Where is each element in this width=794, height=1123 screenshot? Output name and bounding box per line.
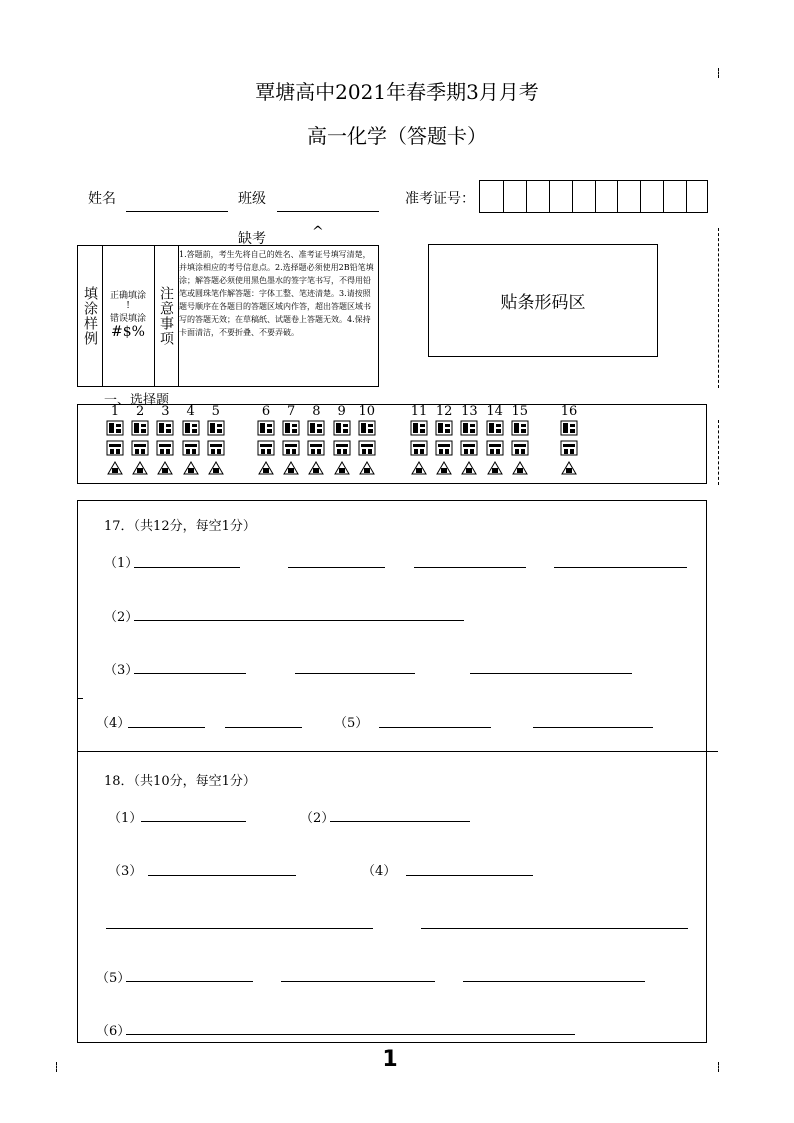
q17-part1-label: （1） <box>104 556 139 571</box>
q17-blank[interactable] <box>134 567 240 568</box>
choice-bubble[interactable] <box>307 460 325 476</box>
choice-bubble[interactable] <box>156 440 174 456</box>
name-field[interactable] <box>126 211 228 212</box>
q17-blank[interactable] <box>134 620 464 621</box>
q18-blank[interactable] <box>406 875 533 876</box>
choice-bubble[interactable] <box>106 460 124 476</box>
choice-number: 1 <box>110 404 120 419</box>
instructions-box <box>77 245 379 387</box>
choice-box <box>77 404 707 484</box>
q18-box <box>77 751 707 1043</box>
exam-no-cell[interactable] <box>503 181 504 213</box>
q17-blank[interactable] <box>554 567 687 568</box>
exam-no-cell[interactable] <box>595 181 596 213</box>
q18-part5-label: （5） <box>96 971 131 986</box>
choice-bubble[interactable] <box>131 420 149 436</box>
choice-bubble[interactable] <box>307 420 325 436</box>
exam-no-cell[interactable] <box>663 181 664 213</box>
choice-number: 3 <box>161 404 170 419</box>
choice-bubble[interactable] <box>282 460 300 476</box>
q17-box <box>77 500 707 752</box>
choice-bubble[interactable] <box>435 440 453 456</box>
q17-blank[interactable] <box>128 727 205 728</box>
barcode-area <box>428 244 658 357</box>
choice-number: 5 <box>211 404 220 419</box>
choice-bubble[interactable] <box>257 440 275 456</box>
choice-number: 2 <box>136 404 145 419</box>
choice-number: 9 <box>337 404 346 419</box>
choice-bubble[interactable] <box>511 420 529 436</box>
q17-blank[interactable] <box>533 727 653 728</box>
absent-mark[interactable]: ^ <box>312 224 324 240</box>
q17-title: 17．（共12分，每空1分） <box>104 519 256 534</box>
page-number: 1 <box>382 1047 398 1072</box>
q18-blank[interactable] <box>148 875 296 876</box>
choice-bubble[interactable] <box>560 460 578 476</box>
absent-label: 缺考 <box>238 231 266 247</box>
exam-no-boxes[interactable] <box>479 180 708 213</box>
margin-mark <box>718 228 719 388</box>
q17-part2-label: （2） <box>104 610 139 625</box>
q17-blank[interactable] <box>288 567 385 568</box>
choice-number: 13 <box>461 404 478 419</box>
q18-part6-label: （6） <box>96 1024 131 1039</box>
choice-bubble[interactable] <box>131 440 149 456</box>
choice-bubble[interactable] <box>257 460 275 476</box>
choice-bubble[interactable] <box>182 460 200 476</box>
choice-bubble[interactable] <box>410 440 428 456</box>
choice-bubble[interactable] <box>560 420 578 436</box>
notes-title: 注意事项 <box>158 286 174 346</box>
exam-no-cell[interactable] <box>686 181 687 213</box>
choice-bubble[interactable] <box>435 460 453 476</box>
exam-no-cell[interactable] <box>549 181 550 213</box>
choice-section-label: 一、选择题 <box>104 393 170 408</box>
q18-blank[interactable] <box>141 821 246 822</box>
choice-number: 11 <box>410 404 428 419</box>
fill-wrong-label: 错误填涂 <box>109 314 146 324</box>
choice-number: 7 <box>287 404 296 419</box>
margin-mark <box>718 420 719 485</box>
choice-bubble[interactable] <box>333 420 351 436</box>
choice-bubble[interactable] <box>207 440 225 456</box>
choice-bubble[interactable] <box>358 460 376 476</box>
fill-correct-mark: ! <box>126 301 130 311</box>
fill-wrong-marks: #$% <box>111 324 145 340</box>
choice-bubble[interactable] <box>358 440 376 456</box>
choice-bubble[interactable] <box>307 440 325 456</box>
choice-bubble[interactable] <box>435 420 453 436</box>
q17-part4-label: （4） <box>96 716 131 731</box>
choice-number: 14 <box>486 404 503 419</box>
q17-part3-label: （3） <box>104 663 139 678</box>
choice-bubble[interactable] <box>410 420 428 436</box>
choice-bubble[interactable] <box>182 420 200 436</box>
choice-bubble[interactable] <box>460 420 478 436</box>
class-field[interactable] <box>277 211 379 212</box>
q18-blank[interactable] <box>126 981 253 982</box>
exam-title: 覃塘高中2021年春季期3月月考 <box>255 80 539 104</box>
name-label: 姓名 <box>88 191 116 207</box>
choice-bubble[interactable] <box>410 460 428 476</box>
class-label: 班级 <box>238 191 266 207</box>
choice-bubble[interactable] <box>156 460 174 476</box>
q18-part1-label: （1） <box>108 811 143 826</box>
choice-bubble[interactable] <box>282 420 300 436</box>
notes-text: 1.答题前，考生先将自己的姓名、准考证号填写清楚，并填涂相应的考号信息点。2.选择题必须使用2B铅笔填涂；解答题必须使用黑色墨水的签字笔书写，不得用铅笔或圆珠笔作解答题：字体工整、笔迹清楚。3.请按照题号顺序在各题目的答题区域内作答，超出答题区域书写的答题无效；在草稿纸、试题卷上答题无效。4.保持卡面清洁，不要折叠、不要弄破。 <box>179 250 374 337</box>
choice-bubble[interactable] <box>358 420 376 436</box>
choice-bubble[interactable] <box>131 460 149 476</box>
q17-blank[interactable] <box>414 567 526 568</box>
q18-part3-label: （3） <box>108 864 143 879</box>
choice-bubble[interactable] <box>460 460 478 476</box>
q18-blank[interactable] <box>421 928 688 929</box>
q18-title: 18．（共10分，每空1分） <box>104 774 256 789</box>
choice-bubble[interactable] <box>460 440 478 456</box>
q18-blank[interactable] <box>106 928 373 929</box>
q18-part4-label: （4） <box>362 864 397 879</box>
choice-number: 8 <box>312 404 321 419</box>
choice-bubble[interactable] <box>106 440 124 456</box>
barcode-label: 贴条形码区 <box>500 293 586 313</box>
choice-number: 16 <box>560 404 578 419</box>
exam-no-cell[interactable] <box>617 181 618 213</box>
margin-tick <box>77 698 83 699</box>
choice-bubble[interactable] <box>511 460 529 476</box>
choice-bubble[interactable] <box>486 460 504 476</box>
q17-part5-label: （5） <box>334 716 369 731</box>
choice-bubble[interactable] <box>257 420 275 436</box>
choice-bubble[interactable] <box>333 460 351 476</box>
choice-number: 12 <box>435 404 453 419</box>
exam-no-cell[interactable] <box>526 181 527 213</box>
choice-bubble[interactable] <box>511 440 529 456</box>
exam-no-cell[interactable] <box>640 181 641 213</box>
q17-blank[interactable] <box>134 673 246 674</box>
choice-bubble[interactable] <box>182 440 200 456</box>
choice-number: 10 <box>358 404 376 419</box>
margin-mark <box>718 68 719 78</box>
choice-bubble[interactable] <box>207 460 225 476</box>
choice-bubble[interactable] <box>282 440 300 456</box>
q18-blank[interactable] <box>463 981 645 982</box>
choice-bubble[interactable] <box>486 420 504 436</box>
choice-number: 4 <box>186 404 195 419</box>
choice-bubble[interactable] <box>560 440 578 456</box>
q17-blank[interactable] <box>379 727 491 728</box>
q17-blank[interactable] <box>470 673 632 674</box>
q18-blank[interactable] <box>126 1034 575 1035</box>
choice-bubble[interactable] <box>486 440 504 456</box>
q18-blank[interactable] <box>330 821 470 822</box>
exam-no-cell[interactable] <box>572 181 573 213</box>
choice-bubble[interactable] <box>156 420 174 436</box>
q18-blank[interactable] <box>281 981 435 982</box>
choice-bubble[interactable] <box>106 420 124 436</box>
q17-blank[interactable] <box>295 673 415 674</box>
choice-number: 15 <box>511 404 529 419</box>
fill-correct-label: 正确填涂 <box>109 291 146 301</box>
choice-number: 6 <box>261 404 271 419</box>
exam-subtitle: 高一化学（答题卡） <box>307 124 487 148</box>
q18-part2-label: （2） <box>300 811 335 826</box>
fill-example-title: 填涂样例 <box>82 286 98 346</box>
q17-blank[interactable] <box>225 727 302 728</box>
choice-bubble[interactable] <box>333 440 351 456</box>
choice-bubble[interactable] <box>207 420 225 436</box>
exam-no-label: 准考证号： <box>405 191 475 207</box>
